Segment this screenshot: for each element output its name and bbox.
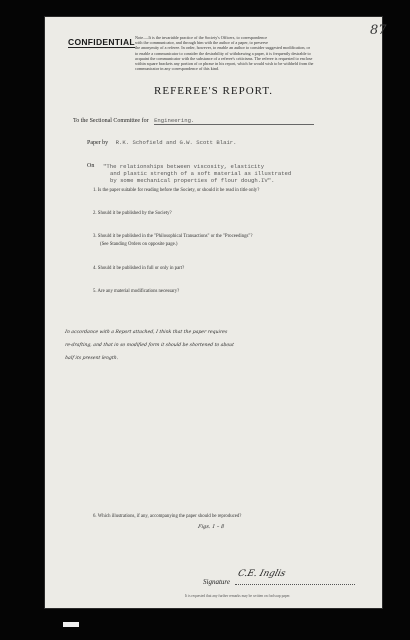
note-line: communicator in any correspondence of this kind. [135,66,220,72]
confidential-heading: CONFIDENTIAL [68,37,135,47]
paper-by-value: R.K. Schofield and G.W. Scott Blair. [115,139,237,146]
paper-by-label: Paper by [87,140,109,146]
question-3-note: (See Standing Orders on opposite page.) [100,242,178,247]
page-number: 87 [370,23,387,38]
question-3: 3. Should it be published in the "Philosophical Transactions" or the "Proceedings"? [93,234,253,239]
note-line: Note.—It is the invariable practice of the Society's Officers, to correspondence [135,35,268,40]
paper-title-line: by some mechanical properties of flour dough.IV". [110,177,275,184]
paper-by-row [87,139,237,146]
question-1: 1. Is the paper suitable for reading before the Society, or should it be read in title only? [93,188,260,193]
committee-label: To the Sectional Committee for [73,118,149,124]
handwritten-comment-line: half its present length. [64,356,119,361]
question-2: 2. Should it be published by the Society? [93,211,172,216]
note-line: with the communicator, and through him with the author of a paper, to preserve [135,40,269,46]
note-line: to enable a communicator to consider the desirability of withdrawing a paper, it is frequently desirable to [135,50,311,56]
signature-label: Signature [203,578,230,586]
question-4: 4. Should it be published in full or only in part? [93,266,185,271]
scale-marker [63,622,79,627]
committee-row [73,117,314,125]
note-line: the anonymity of a referee. In order, however, to enable an author to consider suggested modification, or [135,45,311,51]
anonymity-note [135,35,370,71]
note-line: acquaint the communicator with the substance of a referee's criticisms. The referee is requested to enclose [135,55,313,61]
paper-title [103,163,343,184]
on-label: On [87,163,95,169]
answer-6: Figs. 1 – 8 [197,524,225,530]
committee-value: Engineering. [154,117,314,125]
paper-title-line: "The relationships between viscosity, elasticity [103,163,265,170]
footer-note: It is requested that any further remarks may be written on foolscap paper. [185,594,291,598]
handwritten-comment-line: In accordance with a Report attached, I think that the paper requires [64,330,228,335]
paper-title-line: and plastic strength of a soft material as illustrated [110,170,292,177]
handwritten-comment-line: re-drafting, and that in so modified form it should be shortened to about [64,343,235,348]
report-title: REFEREE'S REPORT. [154,85,273,97]
signature-line [235,584,355,585]
note-line: within square brackets any portion of or phrase in his report, which he would wish to be withheld from the [135,61,314,67]
question-6: 6. Which illustrations, if any, accompanying the paper should be reproduced? [93,514,242,519]
signature: C.E. Inglis [236,569,287,579]
question-5: 5. Are any material modifications necessary? [93,289,180,294]
referee-report-sheet [45,17,387,608]
